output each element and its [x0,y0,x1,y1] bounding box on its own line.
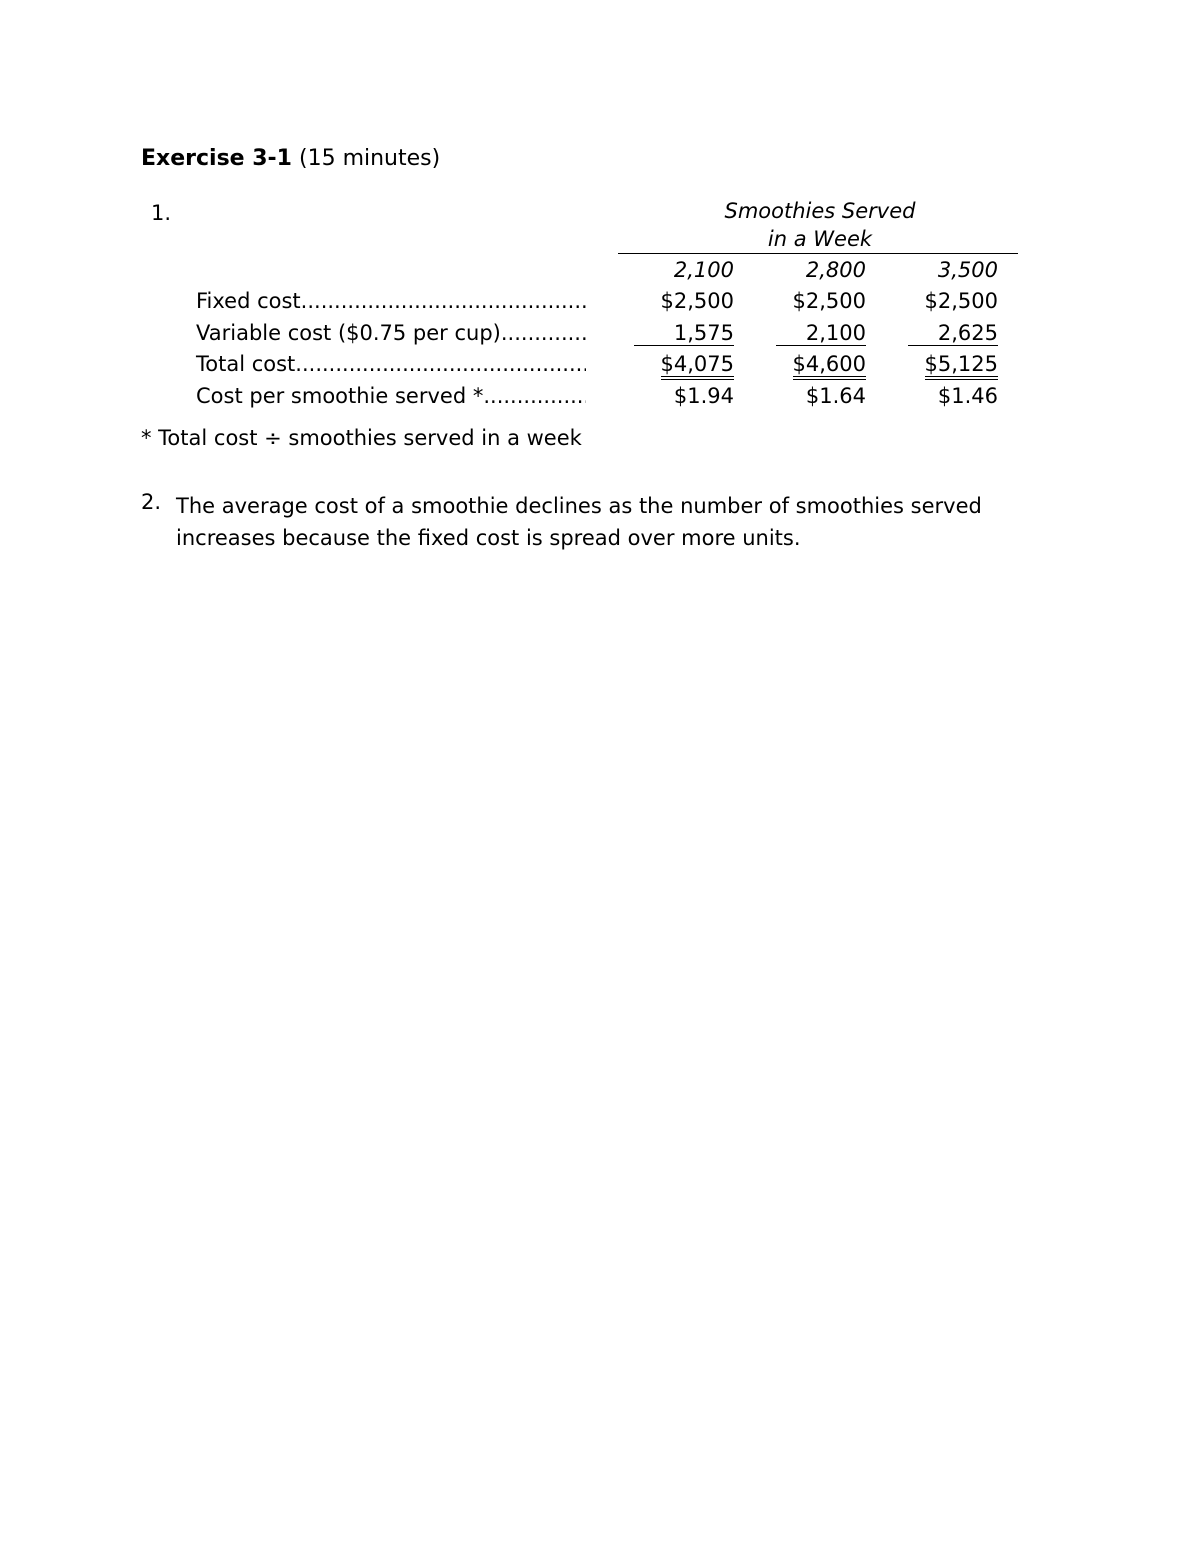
variable-cost-2100: 1,575 [634,321,734,346]
total-cost-3500: $5,125 [925,352,998,380]
cost-per-smoothie-2100: $1.94 [673,384,734,408]
column-header-2100: 2,100 [673,258,734,282]
variable-cost-3500: 2,625 [908,321,998,346]
exercise-title [141,146,440,171]
part-2-number: 2. [141,490,162,514]
leader-dots [301,289,586,313]
table-footnote: * Total cost ÷ smoothies served in a week [141,426,582,450]
total-cost-3500-cell [888,352,998,380]
part-2-answer: The average cost of a smoothie declines as the number of smoothies served increases because the fixed cost is spread over more units. [176,494,982,550]
total-cost-2100: $4,075 [661,352,734,380]
total-cost-2800-cell [756,352,866,380]
cost-per-smoothie-2800: $1.64 [805,384,866,408]
total-cost-2100-cell [624,352,734,380]
variable-cost-3500-cell [888,321,998,346]
leader-dots [501,321,586,345]
row-label-cost-per-smoothie: Cost per smoothie served * ..... [196,384,586,408]
total-cost-2800: $4,600 [793,352,866,380]
column-group-header-line2: in a Week [767,227,873,251]
fixed-cost-2800: $2,500 [792,289,866,313]
column-header-3500: 3,500 [937,258,998,282]
part-1-number: 1. [151,201,172,225]
row-label-fixed-cost: Fixed cost ..... [196,289,586,313]
exercise-duration: (15 minutes) [299,146,441,171]
fixed-cost-2100: $2,500 [660,289,734,313]
variable-cost-2800: 2,100 [776,321,866,346]
fixed-cost-3500: $2,500 [924,289,998,313]
row-label-variable-cost: Variable cost ($0.75 per cup) ..... [196,321,586,345]
cost-per-smoothie-3500: $1.46 [937,384,998,408]
exercise-label: Exercise 3-1 [141,146,292,171]
variable-cost-2100-cell [624,321,734,346]
column-header-2800: 2,800 [805,258,866,282]
variable-cost-2800-cell [756,321,866,346]
leader-dots [483,384,586,408]
row-label-total-cost: Total cost ..... [196,352,586,376]
leader-dots [295,352,586,376]
header-rule [618,253,1018,254]
column-group-header-line1: Smoothies Served [724,199,916,223]
